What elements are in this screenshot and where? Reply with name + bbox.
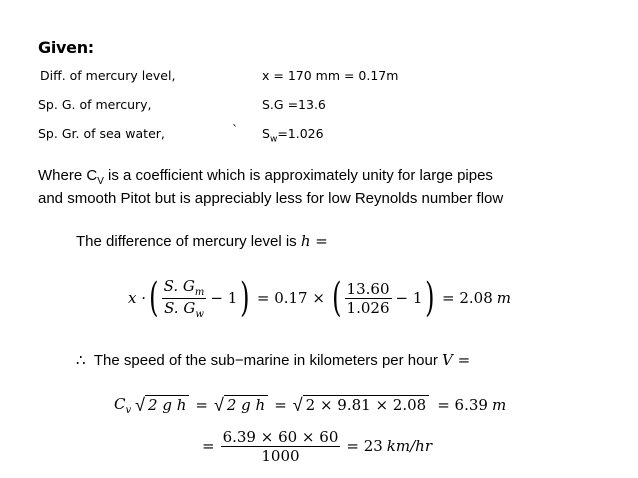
- eq1-open-paren-2: (: [332, 275, 342, 321]
- eq1-fraction-sg: $\frac{S. G_m}{S. G_w}$: [163, 276, 205, 320]
- given-heading: Given:: [38, 38, 94, 57]
- eq1-close-paren: ): [240, 275, 250, 321]
- row-mercury-level-label: Diff. of mercury level,: [40, 68, 176, 83]
- eq1-minus-one-b: − 1: [395, 289, 423, 307]
- paragraph-line-1: Where $C_V$ is a coefficient which is approximately unity for large pipes: [38, 167, 493, 187]
- eq2-sqrt-1: √ 2 g h: [135, 395, 189, 416]
- eq2-sqrt-3: √ 2 × 9.81 × 2.08: [293, 395, 429, 416]
- equation-kmh: [202, 424, 432, 468]
- row-sg-mercury-value: S.G =13.6: [262, 97, 326, 112]
- eq2-sqrt-2: √ 2 g h: [214, 395, 268, 416]
- speed-statement: ∴ The speed of the sub−marine in kilometers per hour V =: [76, 351, 471, 369]
- stray-tick-mark: `: [232, 122, 239, 137]
- paragraph-line-2: and smooth Pitot but is appreciably less for low Reynolds number flow: [38, 190, 504, 207]
- row-mercury-level-value: x = 170 mm = 0.17m: [262, 68, 399, 83]
- eq1-equals-a: = 0.17 ×: [256, 289, 325, 307]
- eq1-x: x ·: [128, 289, 146, 307]
- row-sg-seawater-value: $S_w=1.026$: [262, 126, 324, 145]
- row-sg-seawater-label: Sp. Gr. of sea water,: [38, 126, 165, 141]
- eq1-minus-one-a: − 1: [210, 289, 238, 307]
- eq2-unit: m: [491, 396, 507, 414]
- eq3-result: = 23: [346, 437, 383, 455]
- eq2-equals-2: =: [274, 396, 287, 414]
- difference-statement: The difference of mercury level is h =: [76, 232, 328, 250]
- eq3-equals: =: [202, 437, 215, 455]
- equation-mercury-difference: [128, 268, 511, 328]
- eq1-fraction-values: $\frac{13.60}{1.026}$: [346, 279, 390, 317]
- eq1-result: = 2.08: [442, 289, 493, 307]
- eq2-equals-1: =: [195, 396, 208, 414]
- eq2-result: = 6.39: [437, 396, 488, 414]
- row-sg-mercury-label: Sp. G. of mercury,: [38, 97, 152, 112]
- eq3-fraction: $\frac{6.39 \times 60 \times 60}{1000}$: [222, 427, 339, 465]
- eq3-unit: km/hr: [386, 437, 432, 455]
- eq1-unit: m: [496, 289, 511, 307]
- eq2-cv: $C_v$: [114, 394, 132, 416]
- eq1-close-paren-2: ): [425, 275, 435, 321]
- eq1-open-paren: (: [149, 275, 159, 321]
- equation-velocity: [114, 392, 506, 418]
